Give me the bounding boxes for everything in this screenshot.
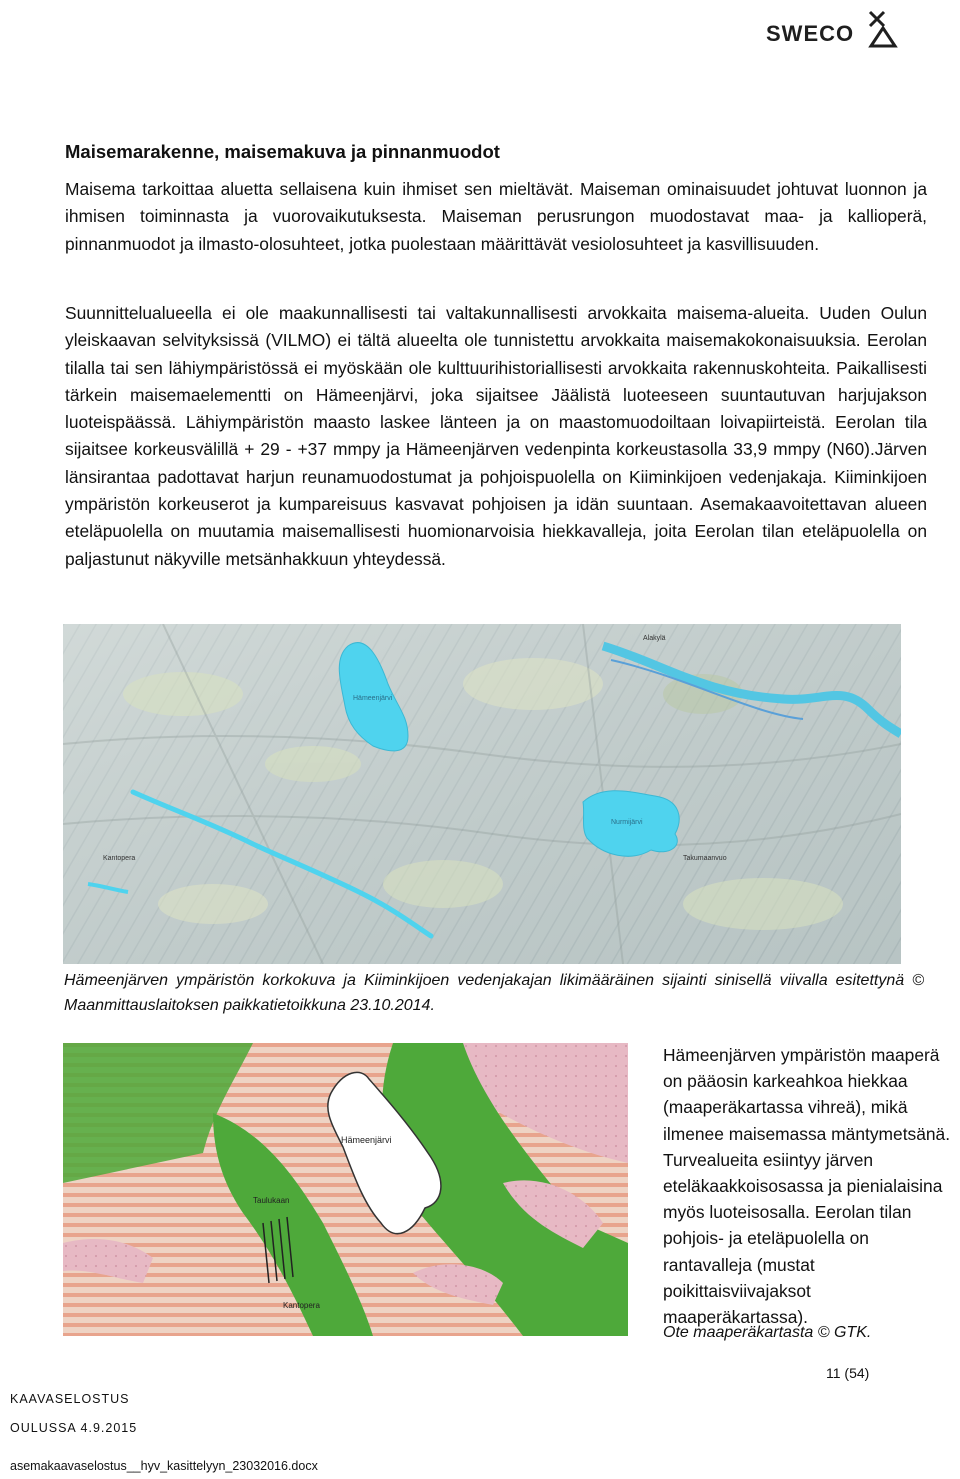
- soil-map-caption: Ote maaperäkartasta © GTK.: [663, 1324, 872, 1341]
- page-number: 11 (54): [826, 1365, 870, 1381]
- intro-paragraph: Maisema tarkoittaa aluetta sellaisena kuin ihmiset sen mieltävät. Maiseman ominaisuudet johtuvat luonnon ja ihmisen toiminnasta ja vuorovaikutuksesta. Maiseman perusrungon muodostavat maa- ja kallioperä, pinnanmuodot ja ilmasto-olosuhteet, jotka puolestaan määrittävät vesiolosuhteet ja kasvillisuuden.: [65, 179, 927, 254]
- soil-map: [63, 1043, 628, 1336]
- footer-document-type: KAAVASELOSTUS: [10, 1392, 130, 1406]
- sweco-logo: [766, 10, 900, 50]
- body-paragraph: Suunnittelualueella ei ole maakunnallisesti tai valtakunnallisesti arvokkaita maisema-alueita. Uuden Oulun yleiskaavan selvityksissä (VILMO) ei tältä alueelta ole tunnistettu arvokkaita maisemakokonaisuuksia. Eerolan tilalla tai sen lähiympäristössä ei myöskään ole kulttuurihistoriallisesti arvokkaita rakennuskohteita. Paikallisesti tärkein maisemaelementti on Hämeenjärvi, joka sijaitsee Jäälistä luoteeseen suuntautuvan harjujakson luoteispäässä. Lähiympäristön maasto laskee länteen ja on maastomuodoiltaan loivapiirteistä. Eerolan tila sijaitsee korkeusvälillä + 29 - +37 mmpy ja Hämeenjärven vedenpinta korkeustasolla 33,9 mmpy (N60).Järven länsirantaa padottavat harjun reunamuodostumat ja pohjoispuolella on Kiiminkijoen vedenjakaja. Kiiminkijoen ympäristön korkeuserot ja kumpareisuus kasvavat pohjoisen ja idän suuntaan. Asemakaavoitettavan alueen eteläpuolella on muutamia maisemallisesti huomionarvoisia hiekkavalleja, joita Eerolan tilan eteläpuolella on paljastunut näkyville metsänhakkuun yhteydessä.: [65, 303, 927, 569]
- section-heading: Maisemarakenne, maisemakuva ja pinnanmuodot: [65, 141, 500, 162]
- map1-label-hameenjarvi: Hämeenjärvi: [353, 695, 393, 702]
- soil-description: Hämeenjärven ympäristön maaperä on pääosin karkeahkoa hiekkaa (maaperäkartassa vihreä), mikä ilmenee maisemassa mäntymetsänä. Turvealueita esiintyy järven eteläkaakkoisosassa ja pienialaisina myös luoteisosalla. Eerolan tilan pohjois- ja eteläpuolella on rantavalleja (mustat poikittaisviivajaksot maaperäkartassa).: [663, 1045, 951, 1328]
- footer-filename: asemakaavaselostus__hyv_kasittelyyn_23032016.docx: [10, 1459, 318, 1473]
- footer-location-date: OULUSSA 4.9.2015: [10, 1421, 138, 1435]
- map1-label-kantopera: Kantopera: [103, 855, 136, 862]
- map2-label-kantopera: Kantopera: [283, 1301, 320, 1310]
- map2-label-hameenjarvi: Hämeenjärvi: [341, 1135, 392, 1145]
- map2-label-taulukaan: Taulukaan: [253, 1196, 290, 1205]
- relief-map-caption: Hämeenjärven ympäristön korkokuva ja Kiiminkijoen vedenjakajan likimääräinen sijainti sinisellä viivalla esitettynä © Maanmittauslaitoksen paikkatietoikkuna 23.10.2014.: [64, 972, 924, 1014]
- map1-label-alakyla: Alakylä: [643, 635, 666, 642]
- sweco-logo-icon: [866, 10, 900, 50]
- map1-label-takumaanvuo: Takumaanvuo: [683, 855, 727, 862]
- logo-text: SWECO: [766, 21, 855, 46]
- map1-label-nurmijarvi: Nurmijärvi: [611, 819, 643, 826]
- relief-map: [63, 624, 901, 964]
